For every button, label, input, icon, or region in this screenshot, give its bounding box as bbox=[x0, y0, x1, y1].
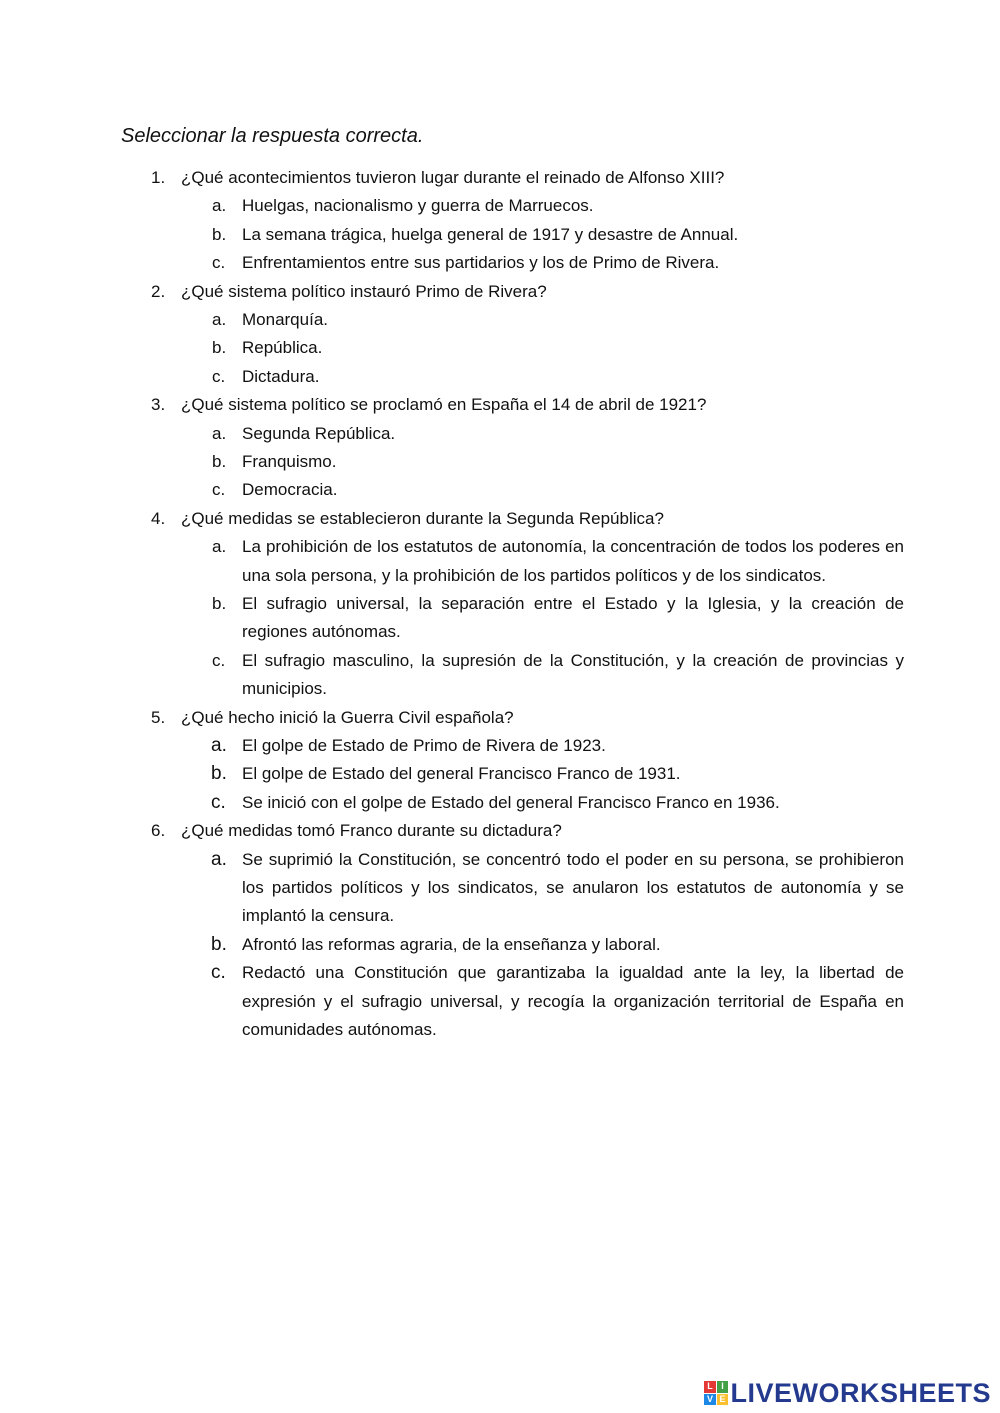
question-text: ¿Qué acontecimientos tuvieron lugar durante el reinado de Alfonso XIII? bbox=[181, 168, 725, 187]
question-4-option-a[interactable] bbox=[0, 533, 1000, 590]
question-number: 6. bbox=[151, 821, 166, 841]
option-letter: b. bbox=[212, 338, 227, 358]
question-text: ¿Qué sistema político se proclamó en España el 14 de abril de 1921? bbox=[181, 395, 707, 415]
option-letter: c. bbox=[212, 366, 226, 386]
liveworksheets-logo[interactable] bbox=[704, 1378, 991, 1408]
option-text: Huelgas, nacionalismo y guerra de Marruecos. bbox=[242, 196, 594, 216]
question-number: 1. bbox=[151, 168, 166, 187]
option-letter: c. bbox=[211, 791, 226, 813]
option-text: La prohibición de los estatutos de autonomía, la concentración de todos los poderes en una sola persona, y la prohibición de los partidos políticos y de los sindicatos. bbox=[242, 537, 904, 585]
question-3-option-b[interactable] bbox=[0, 448, 1000, 476]
option-letter: a. bbox=[212, 537, 227, 557]
question-number: 5. bbox=[151, 707, 166, 727]
option-letter: b. bbox=[212, 452, 227, 472]
question-1 bbox=[0, 164, 1000, 278]
option-letter: a. bbox=[212, 196, 227, 216]
question-6-option-b[interactable] bbox=[0, 931, 1000, 959]
question-2-option-b[interactable] bbox=[0, 334, 1000, 362]
question-4-option-b[interactable] bbox=[0, 590, 1000, 647]
question-3-option-c[interactable] bbox=[0, 476, 1000, 504]
option-text: Dictadura. bbox=[242, 366, 320, 386]
instruction-text: Seleccionar la respuesta correcta. bbox=[121, 125, 424, 147]
option-letter: a. bbox=[212, 423, 227, 443]
brand-icon-letter-v: V bbox=[704, 1394, 716, 1406]
question-3-option-a[interactable] bbox=[0, 420, 1000, 448]
question-4-option-c[interactable] bbox=[0, 647, 1000, 704]
option-text: El sufragio universal, la separación entre el Estado y la Iglesia, y la creación de regiones autónomas. bbox=[242, 594, 904, 642]
question-4-line bbox=[0, 505, 1000, 533]
option-text: Monarquía. bbox=[242, 310, 328, 329]
question-1-option-c[interactable] bbox=[0, 249, 1000, 277]
option-text: El sufragio masculino, la supresión de la Constitución, y la creación de provincias y municipios. bbox=[242, 650, 904, 699]
brand-icon-letter-e: E bbox=[717, 1394, 729, 1406]
option-text: La semana trágica, huelga general de 1917 y desastre de Annual. bbox=[242, 224, 739, 244]
option-letter: b. bbox=[211, 933, 227, 955]
brand-name: LIVEWORKSHEETS bbox=[730, 1377, 991, 1408]
question-text: ¿Qué sistema político instauró Primo de Rivera? bbox=[181, 281, 547, 301]
option-text: Se suprimió la Constitución, se concentró todo el poder en su persona, se prohibieron los partidos políticos y los sindicatos, se anularon los estatutos de autonomía y se implantó la censura. bbox=[242, 849, 904, 926]
option-text: El golpe de Estado de Primo de Rivera de 1923. bbox=[242, 736, 606, 756]
question-1-option-a[interactable] bbox=[0, 192, 1000, 220]
option-text: Enfrentamientos entre sus partidarios y los de Primo de Rivera. bbox=[242, 253, 720, 273]
option-text: El golpe de Estado del general Francisco Franco de 1931. bbox=[242, 764, 681, 784]
option-letter: a. bbox=[211, 735, 227, 757]
option-text: Democracia. bbox=[242, 480, 338, 500]
question-1-line bbox=[0, 164, 1000, 192]
question-3 bbox=[0, 391, 1000, 505]
question-number: 2. bbox=[151, 281, 166, 301]
option-text: Redactó una Constitución que garantizaba la igualdad ante la ley, la libertad de expresión y el sufragio universal, y recogía la organización territorial de España en comunidades autónomas. bbox=[242, 963, 904, 1040]
question-text: ¿Qué medidas tomó Franco durante su dictadura? bbox=[181, 821, 562, 841]
question-number: 4. bbox=[151, 508, 166, 528]
question-5-option-c[interactable] bbox=[0, 789, 1000, 817]
question-3-line bbox=[0, 391, 1000, 419]
option-text: Afrontó las reformas agraria, de la enseñanza y laboral. bbox=[242, 934, 661, 954]
question-2-option-a[interactable] bbox=[0, 306, 1000, 334]
option-text: Se inició con el golpe de Estado del general Francisco Franco en 1936. bbox=[242, 792, 780, 812]
question-2 bbox=[0, 278, 1000, 392]
option-text: Segunda República. bbox=[242, 423, 396, 443]
option-letter: c. bbox=[212, 253, 226, 273]
question-6-option-c[interactable] bbox=[0, 959, 1000, 1044]
option-letter: a. bbox=[212, 310, 227, 329]
question-number: 3. bbox=[151, 395, 166, 415]
question-list bbox=[0, 164, 1000, 1045]
option-letter: b. bbox=[212, 594, 227, 614]
option-letter: c. bbox=[212, 480, 226, 500]
question-text: ¿Qué hecho inició la Guerra Civil española? bbox=[181, 707, 514, 727]
liveworksheets-icon bbox=[704, 1381, 728, 1405]
brand-icon-letter-i: I bbox=[717, 1381, 729, 1393]
option-text: República. bbox=[242, 338, 323, 358]
question-5-line bbox=[0, 704, 1000, 732]
question-6-option-a[interactable] bbox=[0, 846, 1000, 931]
question-4 bbox=[0, 505, 1000, 704]
option-letter: c. bbox=[212, 650, 226, 670]
question-5-option-a[interactable] bbox=[0, 732, 1000, 760]
option-letter: a. bbox=[211, 848, 227, 870]
brand-icon-letter-l: L bbox=[704, 1381, 716, 1393]
option-letter: b. bbox=[211, 763, 227, 785]
question-6-line bbox=[0, 817, 1000, 845]
option-letter: c. bbox=[211, 962, 226, 984]
question-text: ¿Qué medidas se establecieron durante la Segunda República? bbox=[181, 508, 664, 528]
option-text: Franquismo. bbox=[242, 452, 337, 472]
question-5-option-b[interactable] bbox=[0, 760, 1000, 788]
question-1-option-b[interactable] bbox=[0, 221, 1000, 249]
question-5 bbox=[0, 704, 1000, 818]
question-2-line bbox=[0, 278, 1000, 306]
question-2-option-c[interactable] bbox=[0, 363, 1000, 391]
question-6 bbox=[0, 817, 1000, 1044]
option-letter: b. bbox=[212, 224, 227, 244]
